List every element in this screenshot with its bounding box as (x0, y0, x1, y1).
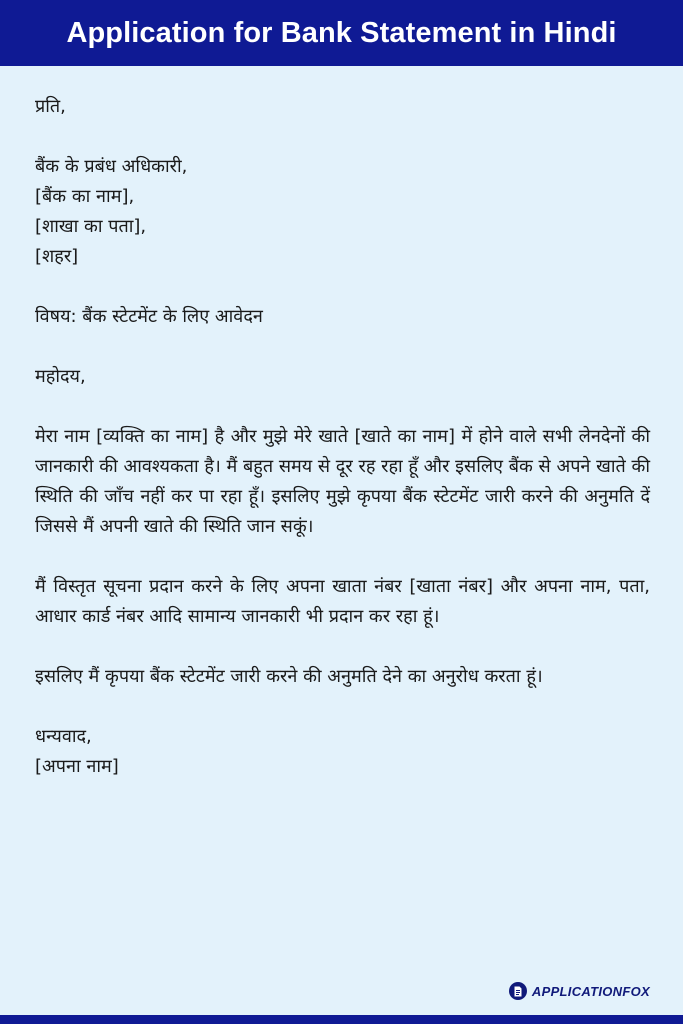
closing: धन्यवाद, (35, 726, 92, 747)
footer-bar (0, 1015, 683, 1024)
recipient-line: [शहर] (35, 246, 79, 267)
document-icon (509, 982, 527, 1000)
closing-block (35, 722, 650, 782)
recipient-line: बैंक के प्रबंध अधिकारी, (35, 156, 188, 177)
body-paragraph: इसलिए मैं कृपया बैंक स्टेटमेंट जारी करने की अनुमति देने का अनुरोध करता हूं। (35, 666, 543, 687)
body-paragraph: मेरा नाम [व्यक्ति का नाम] है और मुझे मेरे खाते [खाते का नाम] में होने वाले सभी लेनदेनों की जानकारी की आवश्यकता है। मैं बहुत समय से दूर रह रहा हूँ और इसलिए बैंक से अपने खाते की स्थिति की जाँच नहीं कर पा रहा हूँ। इसलिए मुझे कृपया बैंक स्टेटमेंट जारी करने की अनुमति दें जिससे मैं अपनी खाते की स्थिति जान सकूं। (35, 426, 650, 537)
page-title: Application for Bank Statement in Hindi (0, 0, 683, 66)
letter-body (35, 92, 650, 782)
subject-line: विषय: बैंक स्टेटमेंट के लिए आवेदन (35, 306, 263, 327)
salutation: महोदय, (35, 366, 86, 387)
to-label: प्रति, (35, 96, 66, 117)
brand-name: APPLICATIONFOX (531, 983, 650, 999)
body-paragraph: मैं विस्तृत सूचना प्रदान करने के लिए अपना खाता नंबर [खाता नंबर] और अपना नाम, पता, आधार कार्ड नंबर आदि सामान्य जानकारी भी प्रदान कर रहा हूं। (35, 576, 650, 627)
brand-logo (509, 982, 650, 1000)
recipient-block (35, 152, 650, 272)
recipient-line: [बैंक का नाम], (35, 186, 135, 207)
signature: [अपना नाम] (35, 756, 119, 777)
recipient-line: [शाखा का पता], (35, 216, 147, 237)
